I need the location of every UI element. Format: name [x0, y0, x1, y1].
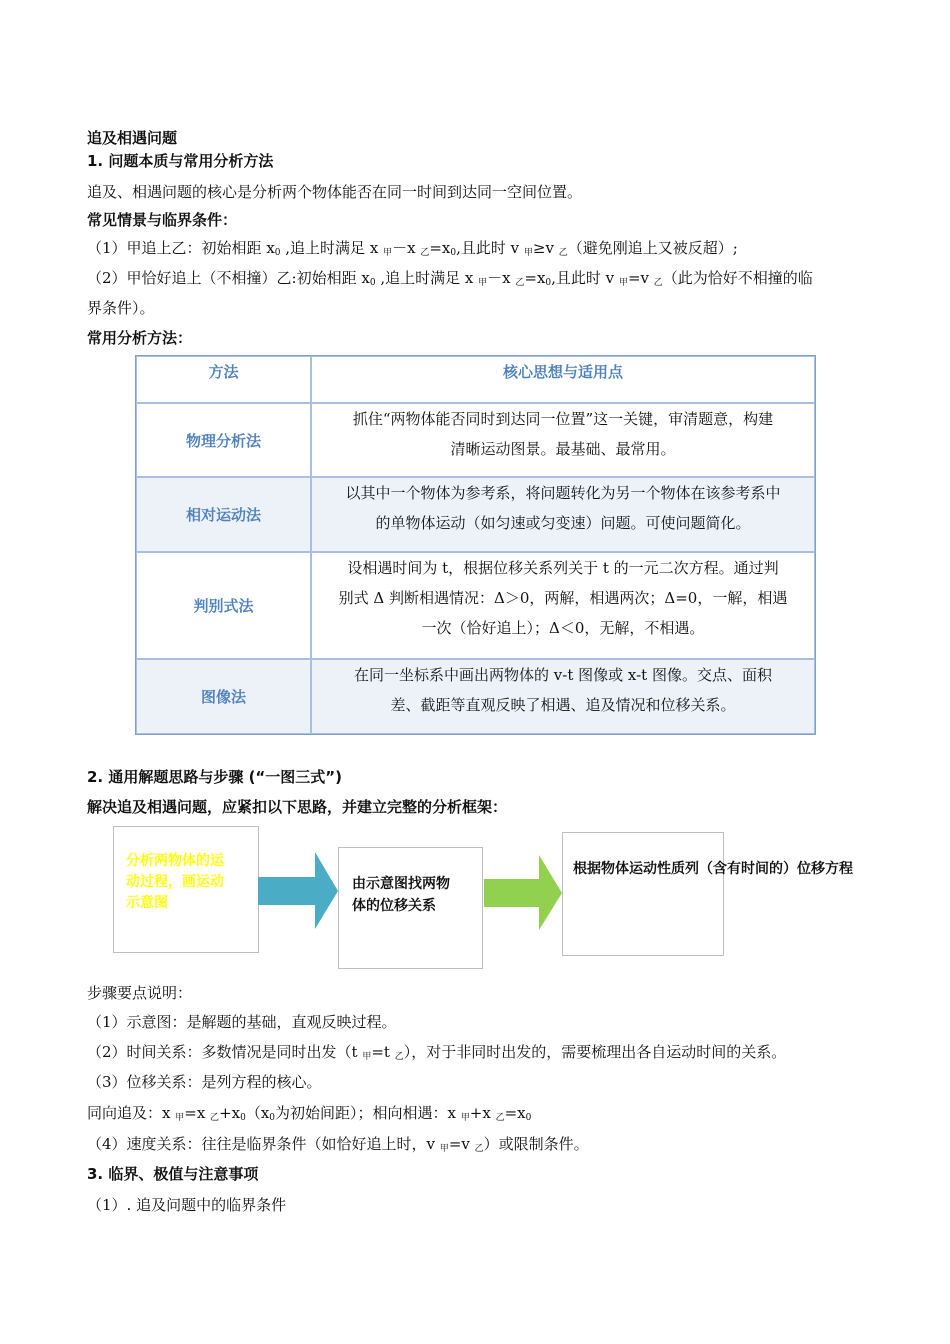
flow-step-1-box: 分析两物体的运 动过程，画运动 示意图	[113, 826, 259, 953]
step-1: （1）示意图：是解题的基础，直观反映过程。	[87, 1013, 397, 1031]
flow-step-3-text: 根据物体运动性质列（含有时间的）位移方程	[573, 861, 853, 877]
flow-step-2-box: 由示意图找两物 体的位移关系	[338, 847, 483, 969]
step-2: （2）时间关系：多数情况是同时出发（t $_甲$=t $_乙$），对于非同时出发的，需要梳理出各自运动时间的关系。	[87, 1043, 787, 1062]
section-3-heading: 3. 临界、极值与注意事项	[87, 1165, 259, 1183]
table-row-description: 以其中一个物体为参考系，将问题转化为另一个物体在该参考系中 的单物体运动（如匀速或匀变速）问题。可使问题简化。	[311, 477, 815, 552]
scenarios-heading: 常见情景与临界条件：	[87, 211, 238, 229]
displacement-relations: 同向追及：x $_甲$=x $_乙+x_0(x_0$为初始间距）；相向相遇：x $_甲$+x $_乙=x_0$	[87, 1104, 532, 1123]
section-1-intro: 追及、相遇问题的核心是分析两个物体能否在同一时间到达同一空间位置。	[87, 183, 583, 201]
step-3: （3）位移关系：是列方程的核心。	[87, 1073, 322, 1091]
flow-step-3-box	[562, 832, 724, 956]
case-2-line: （2）甲恰好追上（不相撞）乙:初始相距 $x_0$ ,追上时满足 x $_甲$－x $_乙=x_0$,且此时 v $_甲$=v $_乙$（此为恰好不相撞的临	[87, 269, 813, 288]
section-2-heading: 2. 通用解题思路与步骤 (“一图三式”)	[87, 768, 343, 786]
table-row-method: 物理分析法	[136, 403, 311, 477]
table-row-description: 设相遇时间为 t，根据位移关系列关于 t 的一元二次方程。通过判 别式 Δ 判断相遇情况：Δ＞0，两解，相遇两次；Δ=0，一解，相遇 一次（恰好追上）；Δ＜0，无解，不相遇。	[311, 552, 815, 659]
case-2-continuation: 界条件）。	[87, 299, 155, 317]
table-row-method: 相对运动法	[136, 477, 311, 552]
table-row-method: 判别式法	[136, 552, 311, 659]
flow-arrow-2	[484, 855, 564, 931]
table-row-description: 在同一坐标系中画出两物体的 v-t 图像或 x-t 图像。交点、面积 差、截距等直观反映了相遇、追及情况和位移关系。	[311, 659, 815, 734]
table-header-core-idea: 核心思想与适用点	[311, 356, 815, 403]
document-title: 追及相遇问题	[87, 129, 178, 147]
steps-heading: 步骤要点说明：	[87, 984, 193, 1002]
section-2-lead: 解决追及相遇问题，应紧扣以下思路，并建立完整的分析框架：	[87, 798, 508, 816]
methods-table	[135, 355, 816, 735]
table-row-method: 图像法	[136, 659, 311, 734]
flow-arrow-1	[258, 852, 340, 930]
table-row-description: 抓住“两物体能否同时到达同一位置”这一关键，审清题意，构建 清晰运动图景。最基础、最常用。	[311, 403, 815, 477]
methods-heading: 常用分析方法：	[87, 329, 193, 347]
case-1-line: （1）甲追上乙：初始相距 $x_0$ ,追上时满足 x $_甲$－x $_乙=x_0$,且此时 v $_甲$≥v $_乙$（避免刚追上又被反超）;	[87, 239, 738, 258]
step-4: （4）速度关系：往往是临界条件（如恰好追上时，v $_甲$=v $_乙$）或限制条件。	[87, 1135, 589, 1154]
section-1-heading: 1. 问题本质与常用分析方法	[87, 152, 274, 170]
table-header-method: 方法	[136, 356, 311, 403]
section-3-item-1: （1）. 追及问题中的临界条件	[87, 1196, 287, 1214]
